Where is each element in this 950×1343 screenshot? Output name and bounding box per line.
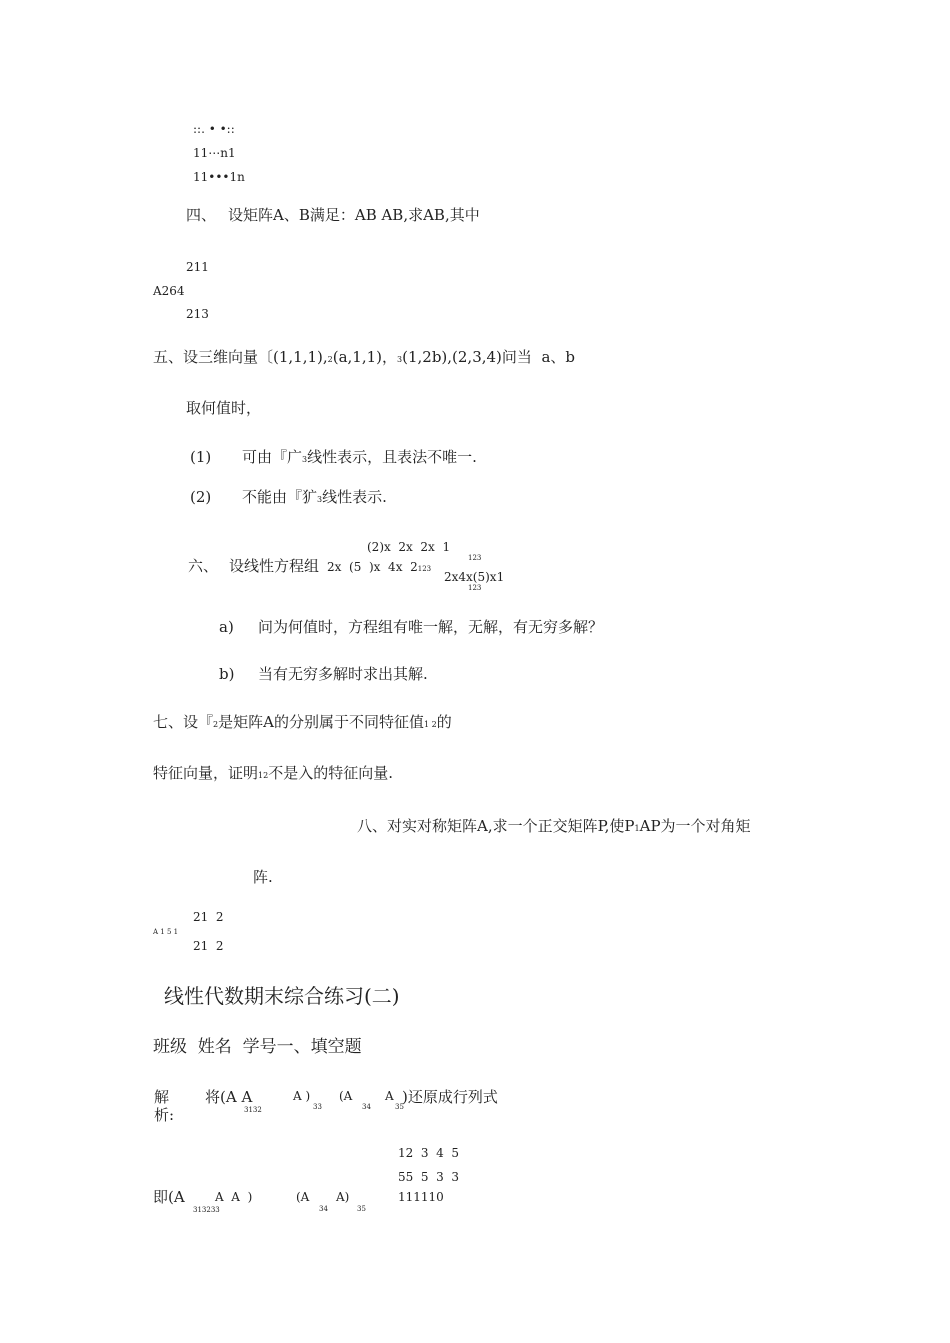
- analysis-matrix-row1: 12 3 4 5: [398, 1146, 460, 1160]
- q6-eq1-subscript: 123: [468, 554, 482, 562]
- analysis-line3-a: 即(A: [153, 1188, 185, 1206]
- analysis-sub-d: 35: [395, 1103, 404, 1111]
- q5-part1-number: (1): [190, 448, 212, 466]
- analysis-sub-b: 33: [313, 1103, 322, 1111]
- q8-matrix-row3: 21 2: [193, 939, 224, 953]
- analysis-text-b: A ): [293, 1089, 311, 1103]
- analysis-line3-sub-d: 35: [357, 1205, 366, 1213]
- analysis-label-2: 析:: [154, 1106, 175, 1124]
- analysis-matrix-row3: 111110: [398, 1190, 444, 1204]
- q6-part-a-text: 问为何值时，方程组有唯一解，无解，有无穷多解？: [258, 618, 604, 636]
- q7-line1: 七、设『2是矩阵A的分别属于不同特征值1 2的: [153, 713, 452, 731]
- q6-eq3-subscript: 123: [468, 584, 482, 592]
- analysis-text-d: A: [385, 1089, 394, 1103]
- matrix-top-row1: ::. • •::: [193, 122, 235, 136]
- analysis-sub-a: 3132: [244, 1106, 262, 1114]
- q5-line2: 取何值时，: [186, 399, 262, 417]
- matrix-top-row3: 11•••1n: [193, 170, 245, 184]
- q6-eq1: (2)x 2x 2x 1: [367, 540, 451, 554]
- q4-number: 四、: [186, 206, 217, 224]
- q6-eq3: 2x4x(5)x1: [444, 570, 505, 584]
- q5-part2-number: (2): [190, 488, 212, 506]
- analysis-text-a: 将(A A: [205, 1088, 253, 1106]
- q8-matrix-row1: 21 2: [193, 910, 224, 924]
- analysis-sub-c: 34: [362, 1103, 371, 1111]
- q4-text: 设矩阵A、B满足：AB AB,求AB,其中: [228, 206, 480, 224]
- q4-matrix-row1: 211: [186, 260, 209, 274]
- matrix-top-row2: 11⋯n1: [193, 146, 236, 160]
- section-title: 线性代数期末综合练习(二): [164, 984, 400, 1008]
- analysis-text-c: (A: [339, 1089, 353, 1103]
- q6-number: 六、: [188, 557, 219, 575]
- q5-line1: 五、设三维向量〔(1,1,1),2(a,1,1)，3(1,2b),(2,3,4)问当 a、b: [153, 348, 575, 366]
- q5-part2-text: 不能由『犷3线性表示.: [242, 488, 387, 506]
- section-subtitle: 班级 姓名 学号一、填空题: [153, 1037, 362, 1057]
- analysis-line3-sub-a: 313233: [193, 1206, 220, 1214]
- q6-text: 设线性方程组: [229, 557, 320, 575]
- analysis-label-1: 解: [154, 1088, 170, 1106]
- q6-part-b-label: b): [219, 665, 235, 683]
- q5-part1-text: 可由『广3线性表示，且表法不唯一.: [242, 448, 477, 466]
- analysis-line3-d: A): [336, 1190, 350, 1204]
- q6-eq2: 2x (5 )x 4x 2123: [327, 560, 432, 574]
- q7-line2: 特征向量，证明12不是入的特征向量.: [153, 764, 393, 782]
- analysis-matrix-row2: 55 5 3 3: [398, 1170, 460, 1184]
- q6-part-b-text: 当有无穷多解时求出其解.: [258, 665, 428, 683]
- q8-matrix-row2: A 1 5 1: [153, 928, 179, 936]
- q4-matrix-row3: 213: [186, 307, 209, 321]
- analysis-line3-b: A A ): [215, 1190, 253, 1204]
- q8-line2: 阵.: [253, 868, 273, 886]
- analysis-text-e: )还原成行列式: [402, 1088, 498, 1106]
- q4-matrix-row2: A264: [153, 284, 185, 298]
- q8-line1: 八、对实对称矩阵A,求一个正交矩阵P,使P1AP为一个对角矩: [357, 817, 751, 835]
- q6-part-a-label: a): [219, 618, 234, 636]
- analysis-line3-c: (A: [296, 1190, 310, 1204]
- analysis-line3-sub-c: 34: [319, 1205, 328, 1213]
